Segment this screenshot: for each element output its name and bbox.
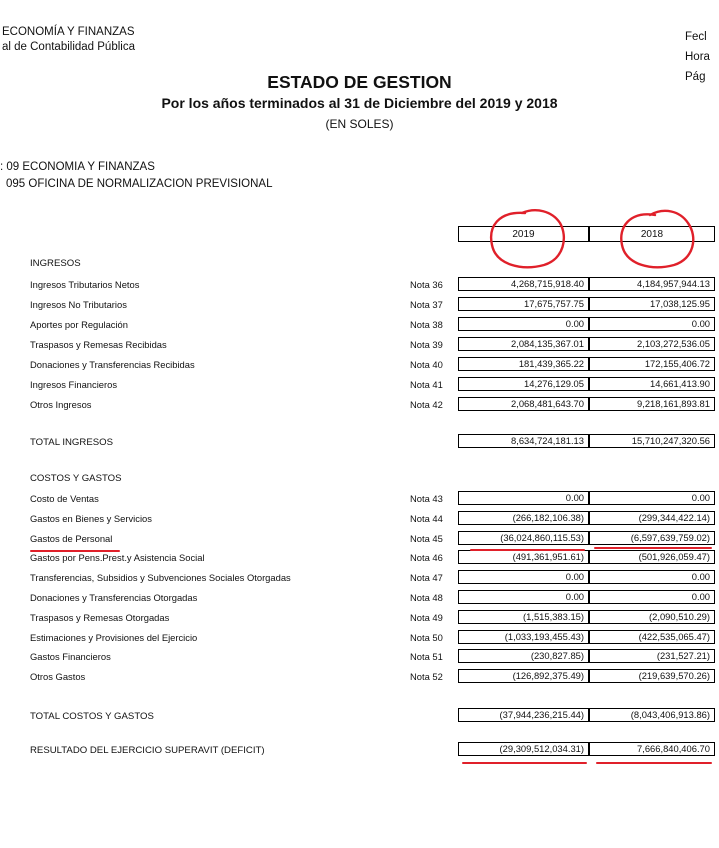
ingresos-row-label: Aportes por Regulación: [30, 319, 128, 330]
costos-row-label: Gastos de Personal: [30, 532, 113, 544]
costos-row-value-2018: (219,639,570.26): [589, 669, 715, 683]
costos-row-label: Otros Gastos: [30, 671, 86, 683]
costos-row-label: Gastos por Pens.Prest.y Asistencia Social: [30, 552, 205, 564]
costos-row-nota: Nota 49: [410, 611, 443, 623]
ingresos-row-label: Ingresos Tributarios Netos: [30, 279, 140, 290]
currency-note: (EN SOLES): [325, 117, 394, 131]
costos-row-nota: Nota 46: [410, 552, 443, 564]
costos-row-value-2018: 0.00: [589, 491, 715, 505]
costos-row-nota: Nota 43: [410, 493, 443, 504]
ingresos-row-value-2019: 2,068,481,643.70: [458, 397, 589, 411]
costos-row-nota: Nota 48: [410, 592, 443, 603]
ingresos-row-value-2018: 17,038,125.95: [589, 297, 715, 311]
ingresos-row-label: Traspasos y Remesas Recibidas: [30, 339, 167, 350]
report-title: ESTADO DE GESTION: [267, 72, 452, 92]
costos-row-value-2018: (299,344,422.14): [589, 511, 715, 525]
ingresos-row-label: Otros Ingresos: [30, 399, 92, 410]
ingresos-row-nota: Nota 41: [410, 379, 443, 390]
underline-gastos-personal: [30, 550, 120, 552]
total-ingresos-2019: 8,634,724,181.13: [458, 434, 589, 448]
underline-resultado-2018: [596, 762, 712, 764]
sector-label: : 09 ECONOMIA Y FINANZAS: [0, 161, 155, 173]
costos-row-label: Estimaciones y Provisiones del Ejercicio: [30, 631, 198, 643]
ingresos-row-label: Donaciones y Transferencias Recibidas: [30, 359, 195, 370]
ingresos-row-value-2018: 2,103,272,536.05: [589, 337, 715, 351]
costos-row-value-2019: 0.00: [458, 570, 589, 584]
ingresos-row-value-2018: 14,661,413.90: [589, 377, 715, 391]
resultado-label: RESULTADO DEL EJERCICIO SUPERAVIT (DEFICIT): [30, 745, 265, 756]
underline-resultado-2019: [462, 762, 587, 764]
costos-row-label: Gastos en Bienes y Servicios: [30, 512, 152, 524]
ingresos-row-nota: Nota 39: [410, 339, 443, 350]
total-costos-2019: (37,944,236,215.44): [458, 708, 589, 722]
ingresos-row-value-2019: 4,268,715,918.40: [458, 277, 589, 291]
ingresos-row-value-2019: 17,675,757.75: [458, 297, 589, 311]
ingresos-heading: INGRESOS: [30, 258, 81, 269]
column-header-2019: 2019: [458, 226, 589, 242]
total-costos-label: TOTAL COSTOS Y GASTOS: [30, 711, 154, 722]
ingresos-row-value-2019: 0.00: [458, 317, 589, 331]
total-ingresos-label: TOTAL INGRESOS: [30, 437, 113, 448]
unit-label: 095 OFICINA DE NORMALIZACION PREVISIONAL: [6, 178, 273, 190]
ingresos-row-value-2019: 181,439,365.22: [458, 357, 589, 371]
costos-row-label: Transferencias, Subsidios y Subvenciones Sociales Otorgadas: [30, 572, 291, 584]
costos-row-value-2018: 0.00: [589, 570, 715, 584]
total-costos-2018: (8,043,406,913.86): [589, 708, 715, 722]
costos-heading: COSTOS Y GASTOS: [30, 473, 122, 484]
costos-row-label: Gastos Financieros: [30, 651, 111, 663]
ingresos-row-label: Ingresos Financieros: [30, 379, 118, 390]
report-subtitle: Por los años terminados al 31 de Diciembre del 2019 y 2018: [161, 95, 558, 111]
costos-row-value-2019: (36,024,860,115.53): [458, 531, 589, 545]
ingresos-row-value-2019: 2,084,135,367.01: [458, 337, 589, 351]
costos-row-label: Donaciones y Transferencias Otorgadas: [30, 592, 198, 603]
costos-row-value-2019: (230,827.85): [458, 649, 589, 663]
ingresos-row-value-2018: 9,218,161,893.81: [589, 397, 715, 411]
costos-row-nota: Nota 44: [410, 512, 443, 524]
total-ingresos-2018: 15,710,247,320.56: [589, 434, 715, 448]
resultado-2018: 7,666,840,406.70: [589, 742, 715, 756]
costos-row-label: Costo de Ventas: [30, 493, 99, 504]
directorate-name: al de Contabilidad Pública: [2, 41, 135, 53]
costos-row-value-2019: 0.00: [458, 491, 589, 505]
ingresos-row-nota: Nota 37: [410, 299, 443, 310]
ingresos-row-nota: Nota 42: [410, 399, 443, 410]
ingresos-row-value-2019: 14,276,129.05: [458, 377, 589, 391]
ingresos-row-label: Ingresos No Tributarios: [30, 299, 127, 310]
costos-row-value-2018: 0.00: [589, 590, 715, 604]
ingresos-row-value-2018: 4,184,957,944.13: [589, 277, 715, 291]
costos-row-label: Traspasos y Remesas Otorgadas: [30, 611, 170, 623]
costos-row-value-2019: (126,892,375.49): [458, 669, 589, 683]
costos-row-value-2019: (1,515,383.15): [458, 610, 589, 624]
ingresos-row-nota: Nota 38: [410, 319, 443, 330]
ingresos-row-value-2018: 0.00: [589, 317, 715, 331]
costos-row-nota: Nota 45: [410, 532, 443, 544]
costos-row-nota: Nota 52: [410, 671, 443, 683]
costos-row-nota: Nota 47: [410, 572, 443, 584]
column-header-2018: 2018: [589, 226, 715, 242]
ingresos-row-nota: Nota 40: [410, 359, 443, 370]
costos-row-value-2018: (501,926,059.47): [589, 550, 715, 564]
costos-row-value-2018: (422,535,065.47): [589, 630, 715, 644]
ministry-name: ECONOMÍA Y FINANZAS: [2, 26, 135, 38]
ingresos-row-nota: Nota 36: [410, 279, 443, 290]
costos-row-value-2019: 0.00: [458, 590, 589, 604]
costos-row-value-2018: (231,527.21): [589, 649, 715, 663]
costos-row-value-2018: (6,597,639,759.02): [589, 531, 715, 545]
costos-row-value-2018: (2,090,510.29): [589, 610, 715, 624]
costos-row-value-2019: (1,033,193,455.43): [458, 630, 589, 644]
costos-row-value-2019: (266,182,106.38): [458, 511, 589, 525]
underline-personal-2019: [470, 549, 585, 551]
time-label: Hora: [685, 51, 710, 63]
costos-row-nota: Nota 50: [410, 631, 443, 643]
costos-row-nota: Nota 51: [410, 651, 443, 663]
page-label: Pág: [685, 71, 706, 83]
costos-row-value-2019: (491,361,951.61): [458, 550, 589, 564]
date-label: Fecl: [685, 31, 707, 43]
ingresos-row-value-2018: 172,155,406.72: [589, 357, 715, 371]
underline-personal-2018: [594, 547, 712, 549]
resultado-2019: (29,309,512,034.31): [458, 742, 589, 756]
